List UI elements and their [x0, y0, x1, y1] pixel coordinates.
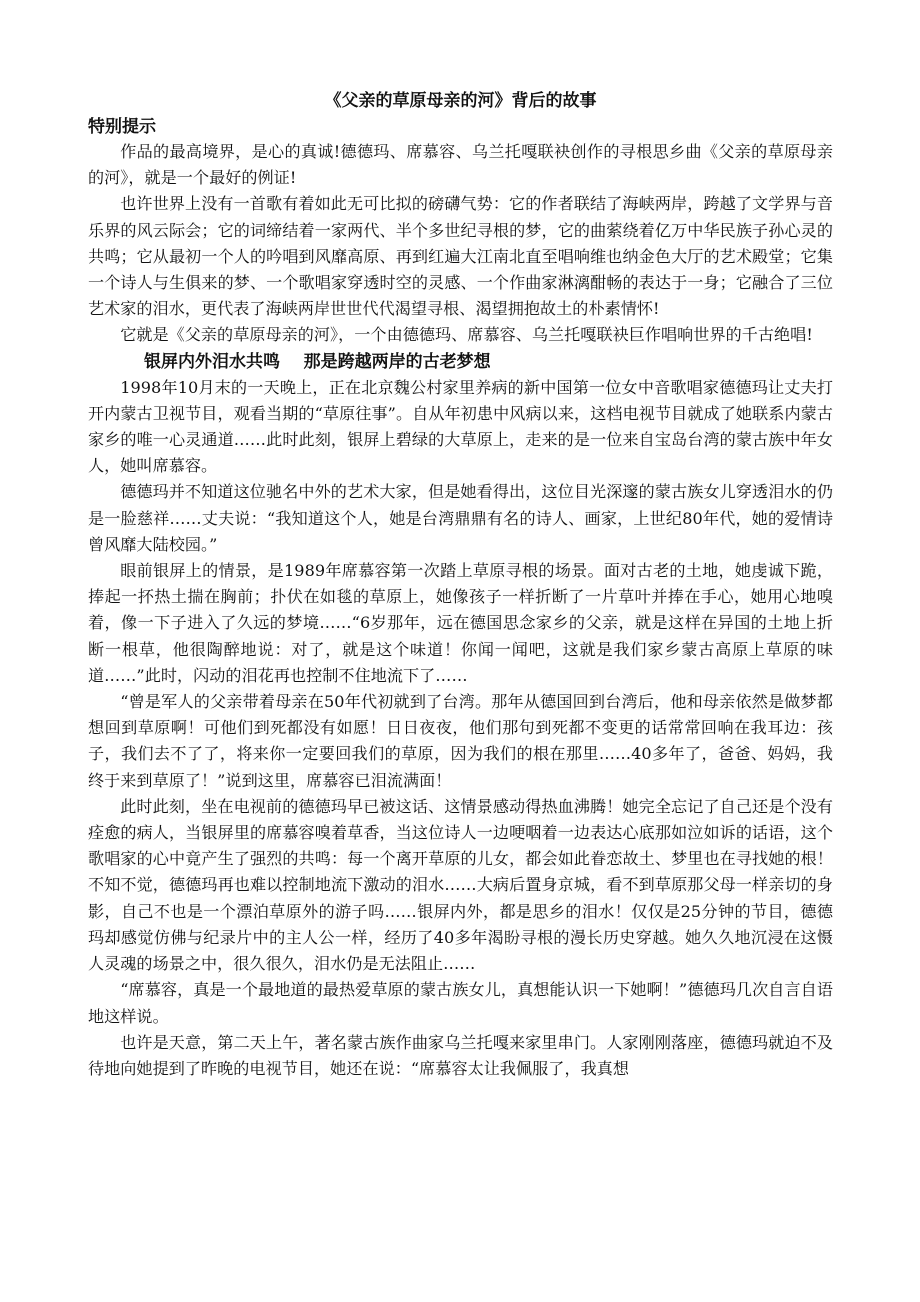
body-paragraph-2: 德德玛并不知道这位驰名中外的艺术大家，但是她看得出，这位目光深邃的蒙古族女儿穿透泪水的仍是一脸慈祥……丈夫说：“我知道这个人，她是台湾鼎鼎有名的诗人、画家，上世纪80年代，她的爱情诗曾风靡大陆校园。” — [88, 482, 833, 554]
body-paragraph-4: “曾是军人的父亲带着母亲在50年代初就到了台湾。那年从德国回到台湾后，他和母亲依然是做梦都想回到草原啊！可他们到死都没有如愿！日日夜夜，他们那句到死都不变更的话常常回响在我耳边：孩子，我们去不了了，将来你一定要回我们的草原，因为我们的根在那里……40多年了，爸爸、妈妈，我终于来到草原了！”说到这里，席慕容已泪流满面！ — [88, 692, 833, 790]
document-page — [88, 88, 833, 1082]
body-paragraph-7: 也许是天意，第二天上午，著名蒙古族作曲家乌兰托嘎来家里串门。人家刚刚落座，德德玛就迫不及待地向她提到了昨晚的电视节目，她还在说：“席慕容太让我佩服了，我真想 — [88, 1032, 833, 1078]
body-paragraph-5: 此时此刻，坐在电视前的德德玛早已被这话、这情景感动得热血沸腾！她完全忘记了自己还是个没有痊愈的病人，当银屏里的席慕容嗅着草香，当这位诗人一边哽咽着一边表达心底那如泣如诉的话语，这个歌唱家的心中竟产生了强烈的共鸣：每一个离开草原的儿女，都会如此眷恋故土、梦里也在寻找她的根！不知不觉，德德玛再也难以控制地流下激动的泪水……大病后置身京城，看不到草原那父母一样亲切的身影，自己不也是一个漂泊草原外的游子吗……银屏内外，都是思乡的泪水！仅仅是25分钟的节目，德德玛却感觉仿佛与纪录片中的主人公一样，经历了40多年渴盼寻根的漫长历史穿越。她久久地沉浸在这慑人灵魂的场景之中，很久很久，泪水仍是无法阻止…… — [88, 796, 833, 974]
body-paragraph-1: 1998年10月末的一天晚上，正在北京魏公村家里养病的新中国第一位女中音歌唱家德德玛让丈夫打开内蒙古卫视节目，观看当期的“草原往事”。自从年初患中风病以来，这档电视节目就成了她联系内蒙古家乡的唯一心灵通道……此时此刻，银屏上碧绿的大草原上，走来的是一位来自宝岛台湾的蒙古族中年女人，她叫席慕容。 — [88, 377, 833, 476]
intro-paragraph-1: 作品的最高境界，是心的真诚!德德玛、席慕容、乌兰托嘎联袂创作的寻根思乡曲《父亲的草原母亲的河》，就是一个最好的例证! — [88, 142, 833, 188]
intro-paragraph-2: 也许世界上没有一首歌有着如此无可比拟的磅礴气势：它的作者联结了海峡两岸，跨越了文学界与音乐界的风云际会；它的词缔结着一家两代、半个多世纪寻根的梦，它的曲萦绕着亿万中华民族子孙心灵的共鸣；它从最初一个人的吟唱到风靡高原、再到红遍大江南北直至唱响维也纳金色大厅的艺术殿堂；它集一个诗人与生俱来的梦、一个歌唱家穿透时空的灵感、一个作曲家淋漓酣畅的表达于一身；它融合了三位艺术家的泪水，更代表了海峡两岸世世代代渴望寻根、渴望拥抱故土的朴素情怀! — [88, 194, 833, 319]
intro-paragraph-3: 它就是《父亲的草原母亲的河》，一个由德德玛、席慕容、乌兰托嘎联袂巨作唱响世界的千古绝唱! — [120, 325, 813, 345]
section-subheading: 银屏内外泪水共鸣 那是跨越两岸的古老梦想 — [144, 351, 491, 372]
section-label: 特别提示 — [88, 117, 156, 137]
body-paragraph-3: 眼前银屏上的情景，是1989年席慕容第一次踏上草原寻根的场景。面对古老的土地，她虔诚下跪，捧起一抔热土揣在胸前；扑伏在如毯的草原上，她像孩子一样折断了一片草叶并捧在手心，她用心地嗅着，像一下子进入了久远的梦境……“6岁那年，远在德国思念家乡的父亲，就是这样在异国的土地上折断一根草，他很陶醉地说：对了，就是这个味道！你闻一闻吧，这就是我们家乡蒙古高原上草原的味道……”此时，闪动的泪花再也控制不住地流下了…… — [88, 561, 833, 685]
body-paragraph-6: “席慕容，真是一个最地道的最热爱草原的蒙古族女儿，真想能认识一下她啊！”德德玛几次自言自语地这样说。 — [88, 980, 833, 1026]
document-title: 《父亲的草原母亲的河》背后的故事 — [324, 91, 597, 111]
